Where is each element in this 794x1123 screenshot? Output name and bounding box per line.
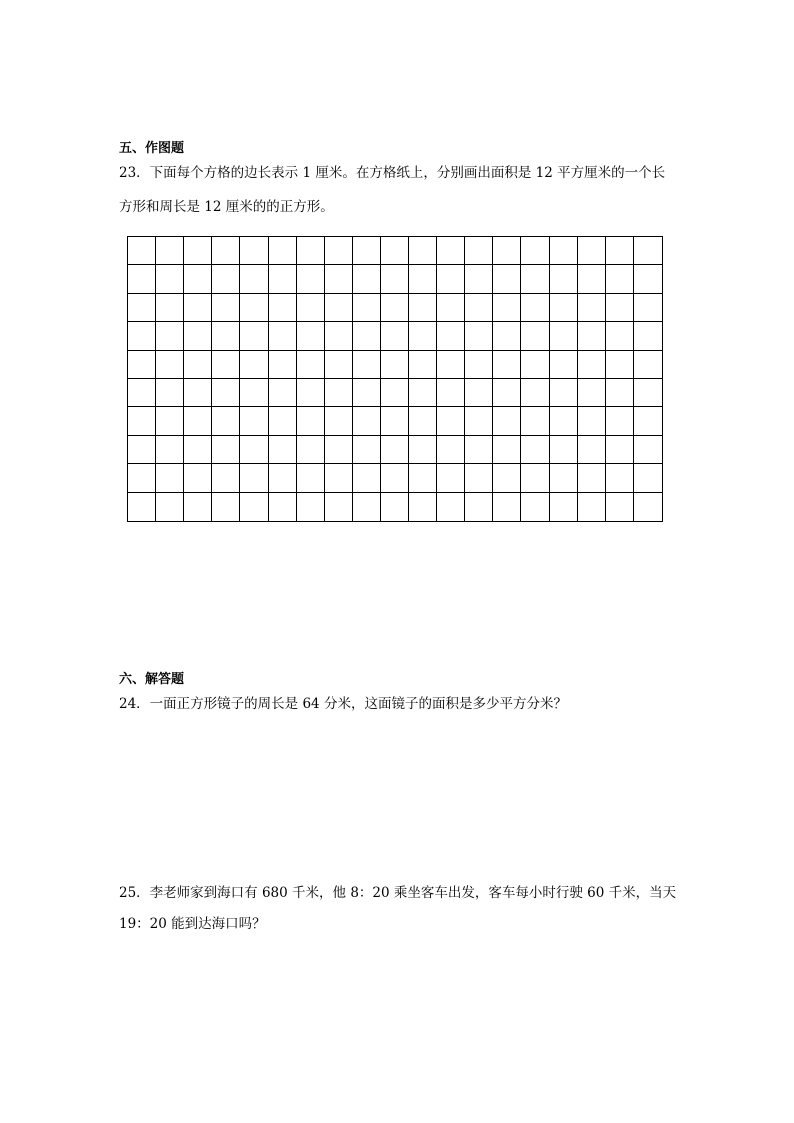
grid-cell — [578, 436, 606, 464]
grid-cell — [634, 407, 662, 435]
grid-cell — [128, 436, 156, 464]
grid-cell — [212, 379, 240, 407]
grid-cell — [578, 493, 606, 521]
grid-cell — [465, 407, 493, 435]
grid-cell — [325, 322, 353, 350]
grid-cell — [297, 294, 325, 322]
grid-cell — [634, 322, 662, 350]
grid-cell — [578, 322, 606, 350]
grid-cell — [437, 464, 465, 492]
grid-cell — [128, 265, 156, 293]
grid-cell — [381, 351, 409, 379]
grid-cell — [353, 379, 381, 407]
grid-cell — [437, 351, 465, 379]
grid-cell — [212, 237, 240, 265]
grid-cell — [465, 322, 493, 350]
grid-cell — [184, 265, 212, 293]
question-25-text-line-2: 19：20 能到达海口吗？ — [119, 916, 266, 932]
grid-cell — [550, 407, 578, 435]
grid-cell — [606, 407, 634, 435]
grid-cell — [212, 436, 240, 464]
grid-cell — [409, 322, 437, 350]
grid-cell — [325, 493, 353, 521]
grid-cell — [381, 379, 409, 407]
grid-cell — [465, 294, 493, 322]
grid-cell — [212, 464, 240, 492]
grid-cell — [297, 464, 325, 492]
grid-cell — [606, 351, 634, 379]
grid-cell — [156, 379, 184, 407]
grid-cell — [156, 265, 184, 293]
grid-cell — [353, 493, 381, 521]
grid-cell — [381, 436, 409, 464]
grid-cell — [212, 265, 240, 293]
grid-cell — [269, 237, 297, 265]
grid-cell — [240, 379, 268, 407]
grid-cell — [156, 493, 184, 521]
grid-cell — [578, 464, 606, 492]
grid-cell — [184, 493, 212, 521]
grid-cell — [521, 351, 549, 379]
grid-cell — [269, 351, 297, 379]
grid-cell — [493, 351, 521, 379]
question-24-text: 24．一面正方形镜子的周长是 64 分米，这面镜子的面积是多少平方分米？ — [119, 696, 567, 712]
grid-cell — [606, 322, 634, 350]
grid-cell — [634, 379, 662, 407]
grid-cell — [465, 351, 493, 379]
grid-cell — [325, 237, 353, 265]
grid-cell — [521, 464, 549, 492]
grid-cell — [156, 351, 184, 379]
grid-cell — [240, 237, 268, 265]
grid-cell — [381, 237, 409, 265]
grid-cell — [550, 237, 578, 265]
grid-cell — [353, 265, 381, 293]
grid-cell — [409, 379, 437, 407]
grid-cell — [156, 294, 184, 322]
section-heading-answer: 六、解答题 — [119, 672, 185, 687]
question-25-text-line-1: 25．李老师家到海口有 680 千米，他 8：20 乘坐客车出发，客车每小时行驶 60 千米，当天 — [119, 885, 677, 901]
grid-cell — [381, 464, 409, 492]
grid-cell — [578, 351, 606, 379]
grid-cell — [269, 379, 297, 407]
grid-cell — [212, 351, 240, 379]
grid-cell — [437, 322, 465, 350]
grid-cell — [550, 294, 578, 322]
grid-cell — [353, 351, 381, 379]
grid-cell — [437, 379, 465, 407]
grid-cell — [606, 464, 634, 492]
grid-cell — [493, 265, 521, 293]
grid-cell — [212, 322, 240, 350]
grid-cell — [606, 493, 634, 521]
grid-cell — [550, 322, 578, 350]
grid-cell — [156, 464, 184, 492]
grid-cell — [325, 351, 353, 379]
grid-cell — [240, 294, 268, 322]
grid-cell — [240, 351, 268, 379]
grid-cell — [634, 464, 662, 492]
grid-cell — [353, 436, 381, 464]
grid-cell — [325, 464, 353, 492]
grid-cell — [128, 294, 156, 322]
grid-cell — [634, 265, 662, 293]
square-grid-paper[interactable] — [127, 236, 663, 522]
grid-cell — [493, 436, 521, 464]
grid-cell — [297, 493, 325, 521]
grid-cell — [409, 493, 437, 521]
grid-cell — [156, 407, 184, 435]
grid-cell — [493, 493, 521, 521]
grid-cell — [550, 493, 578, 521]
grid-cell — [550, 379, 578, 407]
grid-cell — [353, 237, 381, 265]
grid-cell — [409, 294, 437, 322]
grid-cell — [325, 379, 353, 407]
grid-cell — [550, 265, 578, 293]
grid-cell — [353, 322, 381, 350]
grid-cell — [128, 322, 156, 350]
grid-cell — [353, 294, 381, 322]
grid-cell — [297, 407, 325, 435]
grid-cell — [184, 322, 212, 350]
grid-cell — [493, 237, 521, 265]
grid-cell — [578, 294, 606, 322]
grid-cell — [269, 464, 297, 492]
grid-cell — [240, 436, 268, 464]
grid-cell — [409, 436, 437, 464]
grid-cell — [184, 294, 212, 322]
grid-cell — [409, 351, 437, 379]
grid-cell — [269, 407, 297, 435]
grid-cell — [128, 379, 156, 407]
grid-cell — [521, 407, 549, 435]
grid-cell — [381, 407, 409, 435]
grid-cell — [184, 351, 212, 379]
grid-cell — [521, 294, 549, 322]
grid-cell — [606, 265, 634, 293]
grid-cell — [269, 322, 297, 350]
grid-cell — [156, 322, 184, 350]
grid-cell — [634, 294, 662, 322]
grid-cell — [128, 464, 156, 492]
grid-cell — [437, 265, 465, 293]
grid-cell — [381, 493, 409, 521]
grid-cell — [297, 265, 325, 293]
grid-cell — [550, 464, 578, 492]
question-23-text-line-1: 23．下面每个方格的边长表示 1 厘米。在方格纸上，分别画出面积是 12 平方厘米的一个长 — [119, 165, 666, 181]
grid-cell — [550, 351, 578, 379]
grid-cell — [409, 265, 437, 293]
grid-cell — [240, 322, 268, 350]
grid-cell — [578, 379, 606, 407]
grid-cell — [409, 407, 437, 435]
grid-cell — [128, 493, 156, 521]
grid-cell — [437, 407, 465, 435]
grid-cell — [325, 294, 353, 322]
grid-cell — [437, 294, 465, 322]
grid-cell — [325, 265, 353, 293]
grid-cell — [325, 407, 353, 435]
grid-cell — [269, 294, 297, 322]
grid-cell — [269, 436, 297, 464]
grid-cell — [297, 322, 325, 350]
grid-cell — [212, 294, 240, 322]
grid-cell — [212, 493, 240, 521]
grid-cell — [128, 407, 156, 435]
grid-cell — [578, 407, 606, 435]
grid-cell — [184, 379, 212, 407]
grid-cell — [240, 464, 268, 492]
grid-cell — [297, 379, 325, 407]
grid-cell — [493, 464, 521, 492]
grid-cell — [184, 436, 212, 464]
grid-cell — [128, 351, 156, 379]
grid-cell — [465, 265, 493, 293]
grid-cell — [634, 493, 662, 521]
grid-cell — [521, 493, 549, 521]
grid-cell — [128, 237, 156, 265]
grid-cell — [437, 237, 465, 265]
grid-cell — [606, 237, 634, 265]
section-heading-drawing: 五、作图题 — [119, 141, 185, 156]
grid-cell — [493, 407, 521, 435]
grid-cell — [465, 493, 493, 521]
grid-cell — [550, 436, 578, 464]
grid-cell — [634, 436, 662, 464]
grid-cell — [240, 493, 268, 521]
grid-cell — [297, 351, 325, 379]
grid-cell — [465, 464, 493, 492]
grid-cell — [578, 237, 606, 265]
grid-cell — [297, 436, 325, 464]
grid-cell — [578, 265, 606, 293]
grid-cell — [465, 436, 493, 464]
grid-cell — [437, 493, 465, 521]
grid-cell — [156, 436, 184, 464]
grid-cell — [325, 436, 353, 464]
grid-cell — [409, 464, 437, 492]
grid-cell — [606, 436, 634, 464]
grid-cell — [521, 237, 549, 265]
grid-cell — [437, 436, 465, 464]
grid-cell — [493, 379, 521, 407]
grid-cell — [269, 493, 297, 521]
grid-cell — [212, 407, 240, 435]
grid-cell — [606, 379, 634, 407]
grid-cell — [493, 322, 521, 350]
grid-cell — [156, 237, 184, 265]
grid-cell — [184, 407, 212, 435]
grid-cell — [521, 436, 549, 464]
grid-cell — [184, 237, 212, 265]
grid-cell — [240, 407, 268, 435]
question-23-text-line-2: 方形和周长是 12 厘米的的正方形。 — [119, 199, 334, 215]
grid-cell — [240, 265, 268, 293]
grid-cell — [297, 237, 325, 265]
grid-cell — [409, 237, 437, 265]
grid-cell — [381, 265, 409, 293]
grid-cell — [634, 351, 662, 379]
grid-cell — [521, 265, 549, 293]
grid-cell — [184, 464, 212, 492]
grid-cell — [606, 294, 634, 322]
grid-cell — [634, 237, 662, 265]
grid-cell — [381, 294, 409, 322]
grid-cell — [493, 294, 521, 322]
grid-cell — [465, 379, 493, 407]
grid-cell — [465, 237, 493, 265]
grid-cell — [521, 379, 549, 407]
grid-cell — [521, 322, 549, 350]
grid-cell — [381, 322, 409, 350]
grid-cell — [353, 407, 381, 435]
grid-cell — [353, 464, 381, 492]
grid-cell — [269, 265, 297, 293]
